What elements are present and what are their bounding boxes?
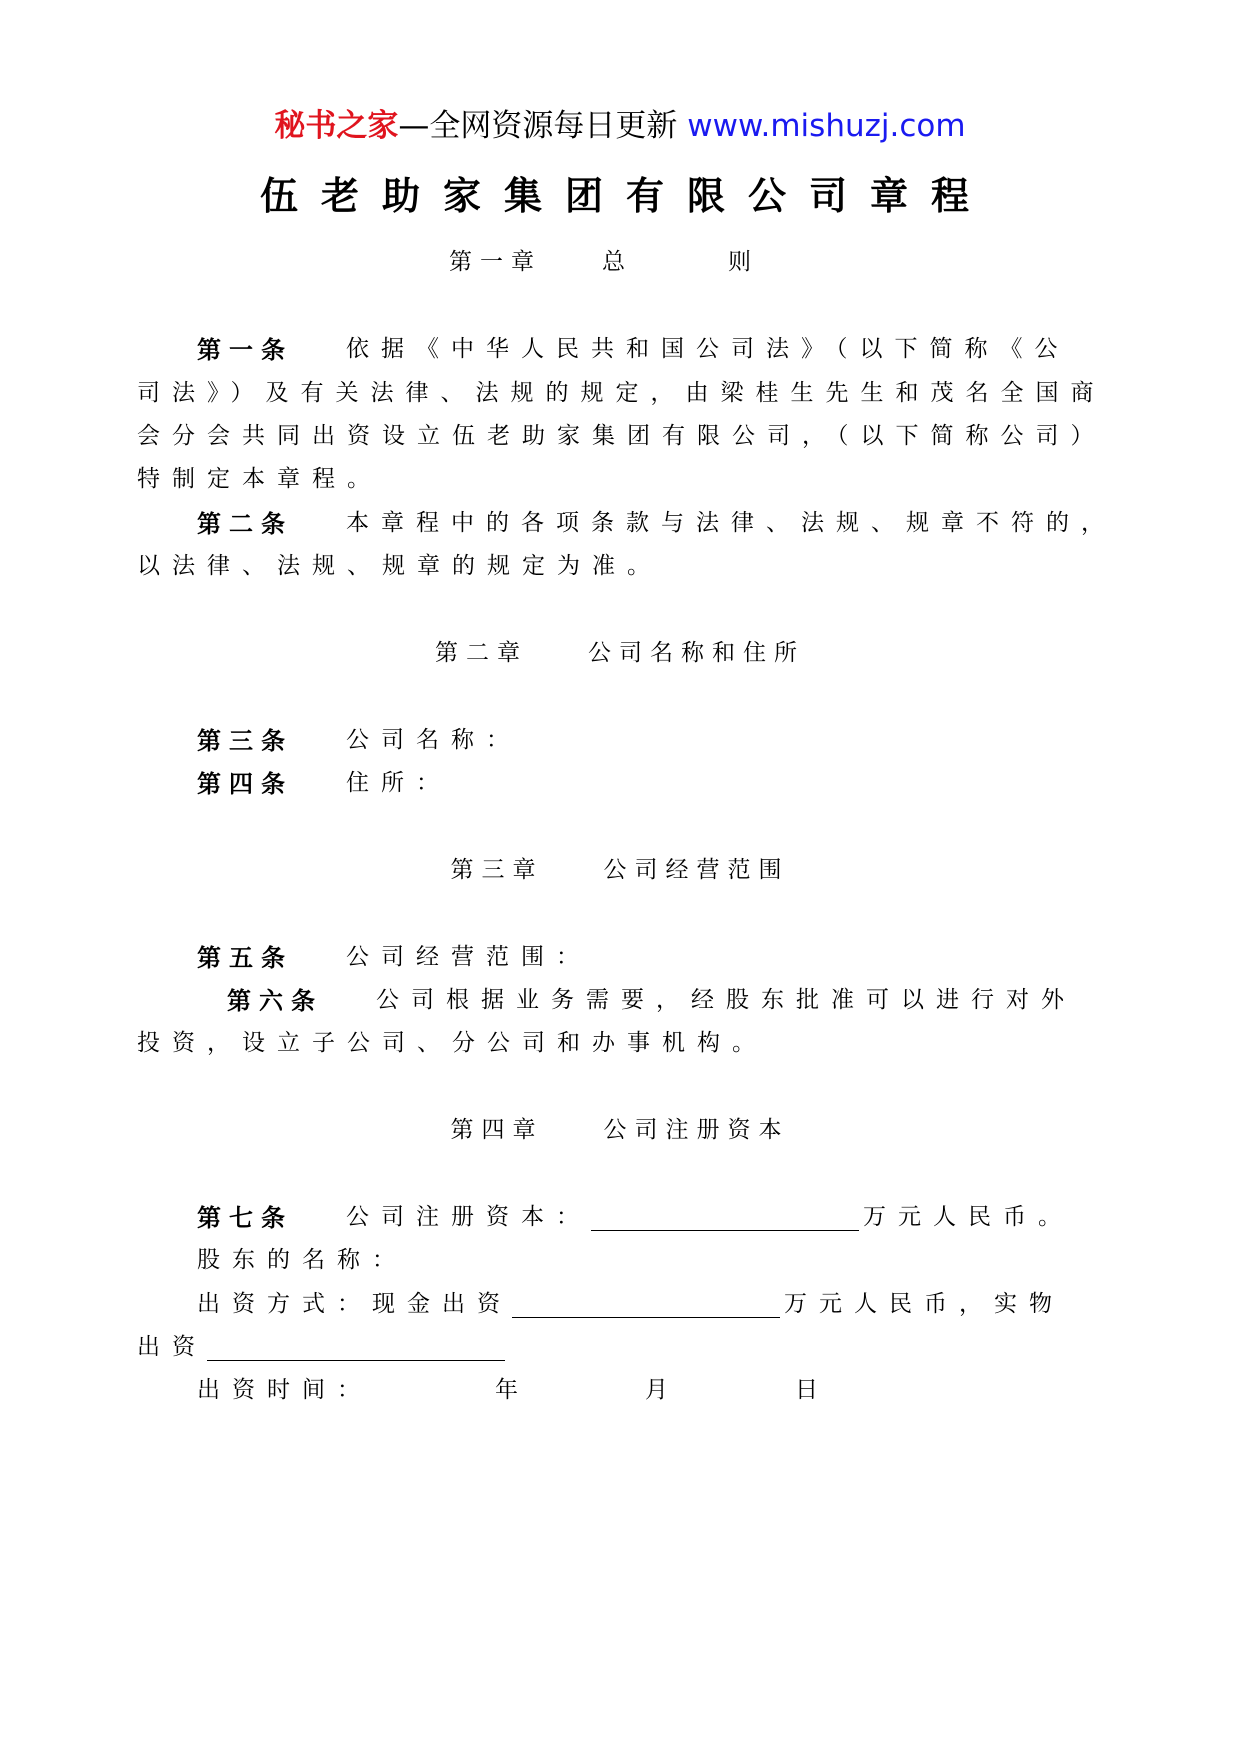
chapter-heading	[0, 243, 1240, 276]
chapter-label: 第一章	[449, 249, 542, 275]
article-line	[197, 330, 293, 365]
capital-unit: 万元人民币。	[863, 1204, 1073, 1230]
chapter-name: 公司名称和住所	[588, 640, 805, 666]
header-slogan: —全网资源每日更新	[398, 108, 688, 144]
chapter-label: 第二章	[435, 640, 528, 666]
article-text: 住所：	[346, 770, 451, 796]
article-label: 第三条	[197, 726, 293, 755]
month-label: 月	[645, 1377, 680, 1403]
chapter-label: 第三章	[450, 857, 544, 883]
article-label: 第四条	[197, 769, 293, 798]
article-label: 第六条	[227, 986, 323, 1015]
document-title: 伍老助家集团有限公司章程	[259, 173, 992, 218]
article-line	[197, 1198, 293, 1233]
site-header	[0, 100, 1240, 145]
chapter-heading	[0, 851, 1240, 884]
article-line	[197, 764, 293, 799]
article-text: 公司根据业务需要，经股东批准可以进行对外	[376, 987, 1076, 1013]
article-line	[197, 721, 293, 756]
year-label: 年	[495, 1377, 530, 1403]
article-text: 公司经营范围：	[346, 944, 591, 970]
article-line	[197, 504, 293, 539]
chapter-name: 总 则	[602, 249, 791, 275]
day-label: 日	[795, 1377, 830, 1403]
article-text: 投资，设立子公司、分公司和办事机构。	[137, 1030, 767, 1056]
chapter-name: 公司经营范围	[603, 857, 790, 883]
article-text: 本章程中的各项条款与法律、法规、规章不符的，	[346, 510, 1116, 536]
in-kind-amount-blank[interactable]	[207, 1334, 505, 1361]
in-kind-label: 出资	[137, 1334, 207, 1360]
article-text: 会分会共同出资设立伍老助家集团有限公司，（以下简称公司）	[137, 423, 1106, 449]
article-text: 公司名称：	[346, 727, 521, 753]
article-line	[227, 981, 323, 1016]
article-text: 以法律、法规、规章的规定为准。	[137, 553, 662, 579]
chapter-heading	[0, 634, 1240, 667]
contribution-line	[197, 1285, 1064, 1318]
article-text: 依据《中华人民共和国公司法》（以下简称《公	[346, 336, 1070, 362]
chapter-heading	[0, 1111, 1240, 1144]
article-label: 第二条	[197, 509, 293, 538]
contribution-prefix: 出资方式：现金出资	[197, 1291, 512, 1317]
article-label: 第五条	[197, 943, 293, 972]
shareholder-name-label: 股东的名称：	[197, 1247, 407, 1273]
article-line	[197, 938, 293, 973]
site-url[interactable]: www.mishuzj.com	[687, 108, 966, 144]
contribution-unit: 万元人民币，实物	[784, 1291, 1064, 1317]
contribution-line-2	[137, 1328, 505, 1361]
chapter-label: 第四章	[450, 1117, 544, 1143]
article-text: 司法》）及有关法律、法规的规定，由梁桂生先生和茂名全国商	[137, 380, 1106, 406]
article-text	[346, 1198, 1073, 1231]
cash-amount-blank[interactable]	[512, 1291, 780, 1318]
article-text: 特制定本章程。	[137, 466, 382, 492]
capital-amount-blank[interactable]	[591, 1204, 859, 1231]
article-label: 第一条	[197, 335, 293, 364]
capital-label: 公司注册资本：	[346, 1204, 591, 1230]
article-label: 第七条	[197, 1203, 293, 1232]
contribution-time-label: 出资时间：	[197, 1377, 372, 1403]
brand-name: 秘书之家	[274, 108, 399, 144]
chapter-name: 公司注册资本	[603, 1117, 790, 1143]
